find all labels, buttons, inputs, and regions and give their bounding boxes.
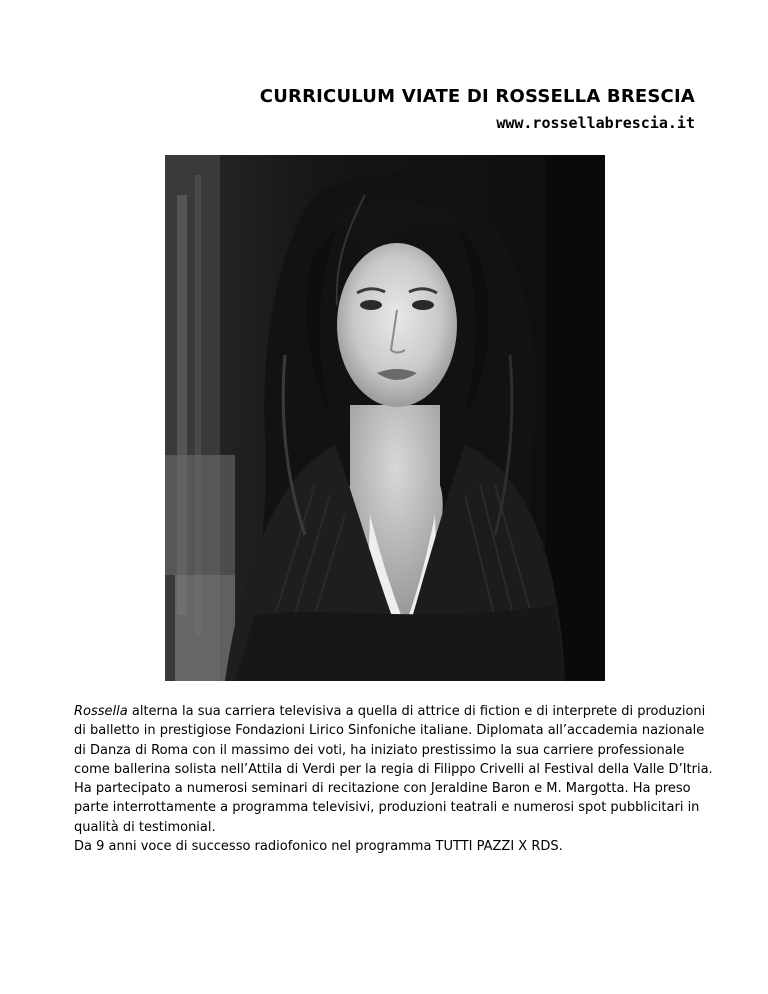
portrait-photo: [165, 155, 605, 681]
portrait-photo-icon: [165, 155, 605, 681]
bio-paragraph-radio: Da 9 anni voce di successo radiofonico nel programma TUTTI PAZZI X RDS.: [74, 839, 563, 855]
document-title: CURRICULUM VIATE DI ROSSELLA BRESCIA: [259, 86, 695, 107]
bio-name: Rossella: [74, 704, 128, 719]
bio-paragraph: [74, 702, 714, 837]
biography: [74, 702, 714, 856]
website-link[interactable]: www.rossellabrescia.it: [496, 114, 695, 132]
bio-text: alterna la sua carriera televisiva a quella di attrice di fiction e di interprete di produzioni di balletto in prestigiose Fondazioni Lirico Sinfoniche italiane. Diplomata all’accademia nazionale di Danza di Roma con il massimo dei voti, ha iniziato prestissimo la sua carriere professionale come ballerina solista nell’Attila di Verdi per la regia di Filippo Crivelli al Festival della Valle D’Itria. Ha partecipato a numerosi seminari di recitazione con Jeraldine Baron e M. Margotta. Ha preso parte interrottamente a programma televisivi, produzioni teatrali e numerosi spot pubblicitari in qualità di testimonial.: [74, 704, 713, 835]
